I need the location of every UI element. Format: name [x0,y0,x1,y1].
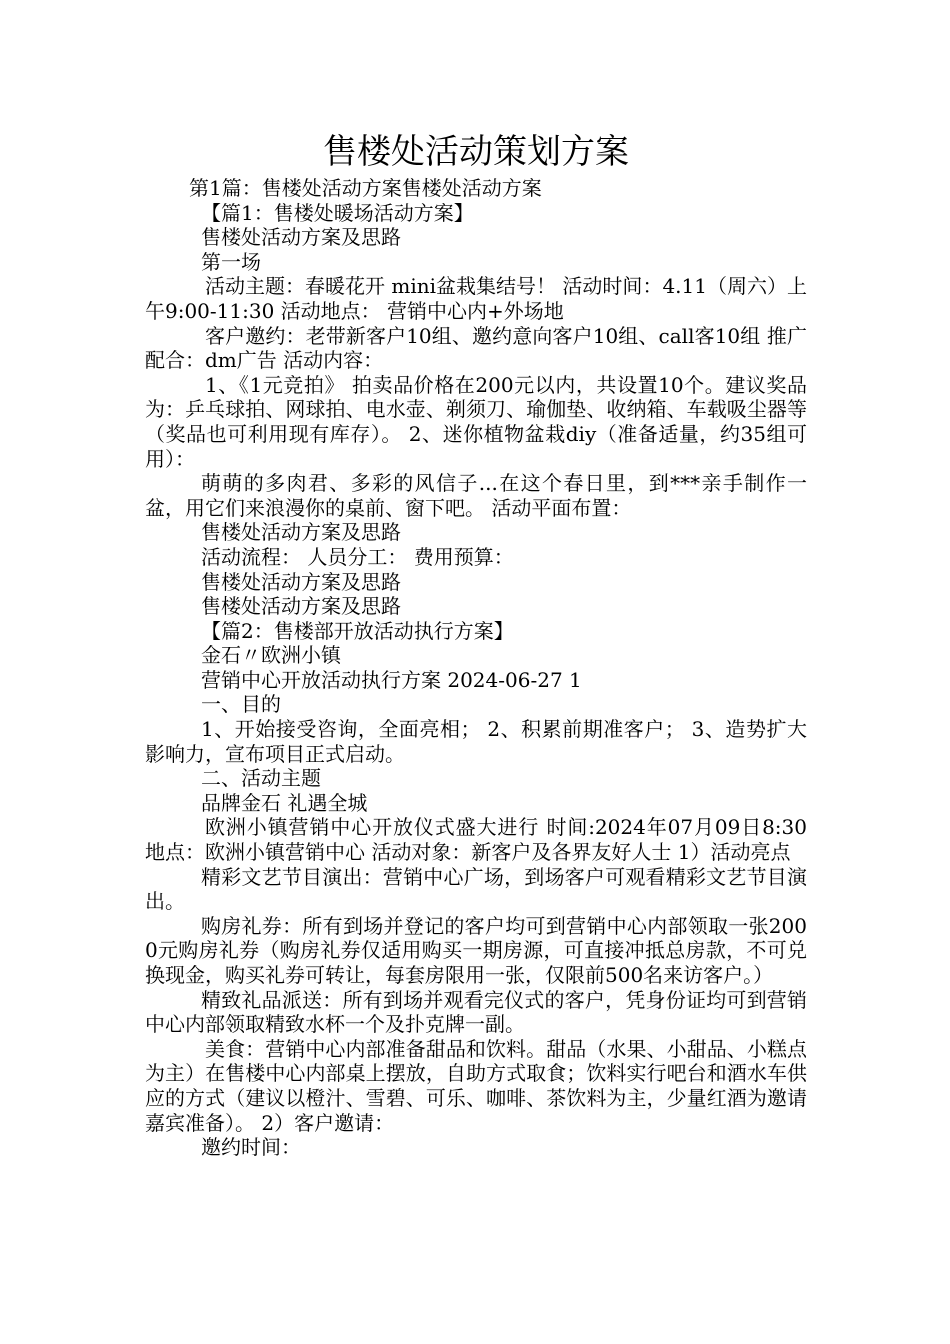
paragraph: 邀约时间： [201,1135,301,1160]
paragraph: 售楼处活动方案及思路 [201,520,401,545]
paragraph: 一、目的 [201,692,281,717]
paragraph: 第1篇：售楼处活动方案售楼处活动方案 [189,176,542,200]
paragraph: 欧洲小镇营销中心开放仪式盛大进行 时间:2024年07月09日8:30 地点：欧洲小镇营销中心 活动对象：新客户及各界友好人士 1）活动亮点 [145,815,807,865]
paragraph: 活动流程： 人员分工： 费用预算： [201,544,514,569]
document-page [145,128,807,1160]
paragraph: 售楼处活动方案及思路 [201,569,401,594]
paragraph: 1、《1元竞拍》 拍卖品价格在200元以内，共设置10个。建议奖品为：乒乓球拍、网球拍、电水壶、剃须刀、瑜伽垫、收纳箱、车载吸尘器等（奖品也可利用现有库存）。 2、迷你植物盆栽diy（准备适量，约35组可用）： [145,372,807,471]
paragraph: 萌萌的多肉君、多彩的风信子...在这个春日里，到***亲手制作一盆，用它们来浪漫你的桌前、窗下吧。 活动平面布置： [145,471,807,520]
paragraph: 活动主题：春暖花开 mini盆栽集结号！ 活动时间：4.11（周六）上午9:00-11:30 活动地点： 营销中心内+外场地 [145,274,807,323]
paragraph: 营销中心开放活动执行方案 2024-06-27 1 [201,667,582,692]
paragraph: 购房礼券：所有到场并登记的客户均可到营销中心内部领取一张2000元购房礼券（购房礼券仅适用购买一期房源，可直接冲抵总房款，不可兑换现金，购买礼券可转让，每套房限用一张，仅限前500名来访客户。） [145,913,807,987]
paragraph: 二、活动主题 [201,766,321,791]
paragraph: 金石〃欧洲小镇 [201,643,341,668]
paragraph: 精致礼品派送：所有到场并观看完仪式的客户，凭身份证均可到营销中心内部领取精致水杯一个及扑克牌一副。 [145,987,807,1037]
paragraph: 第一场 [201,249,261,274]
paragraph: 【篇1：售楼处暖场活动方案】 [201,200,474,225]
paragraph: 1、开始接受咨询，全面亮相； 2、积累前期准客户； 3、造势扩大影响力，宣布项目正式启动。 [145,717,807,766]
paragraph: 客户邀约：老带新客户10组、邀约意向客户10组、call客10组 推广配合：dm广告 活动内容： [145,323,807,373]
document-body [145,176,807,1160]
document-title: 售楼处活动策划方案 [323,132,629,172]
paragraph: 售楼处活动方案及思路 [201,594,401,619]
paragraph: 售楼处活动方案及思路 [201,225,401,250]
paragraph: 品牌金石 礼遇全城 [201,790,368,815]
paragraph: 【篇2：售楼部开放活动执行方案】 [201,618,514,643]
paragraph: 美食：营销中心内部准备甜品和饮料。甜品（水果、小甜品、小糕点为主）在售楼中心内部桌上摆放，自助方式取食；饮料实行吧台和酒水车供应的方式（建议以橙汁、雪碧、可乐、咖啡、茶饮料为主，少量红酒为邀请嘉宾准备）。 2）客户邀请： [145,1036,807,1135]
paragraph: 精彩文艺节目演出：营销中心广场，到场客户可观看精彩文艺节目演出。 [145,864,807,914]
